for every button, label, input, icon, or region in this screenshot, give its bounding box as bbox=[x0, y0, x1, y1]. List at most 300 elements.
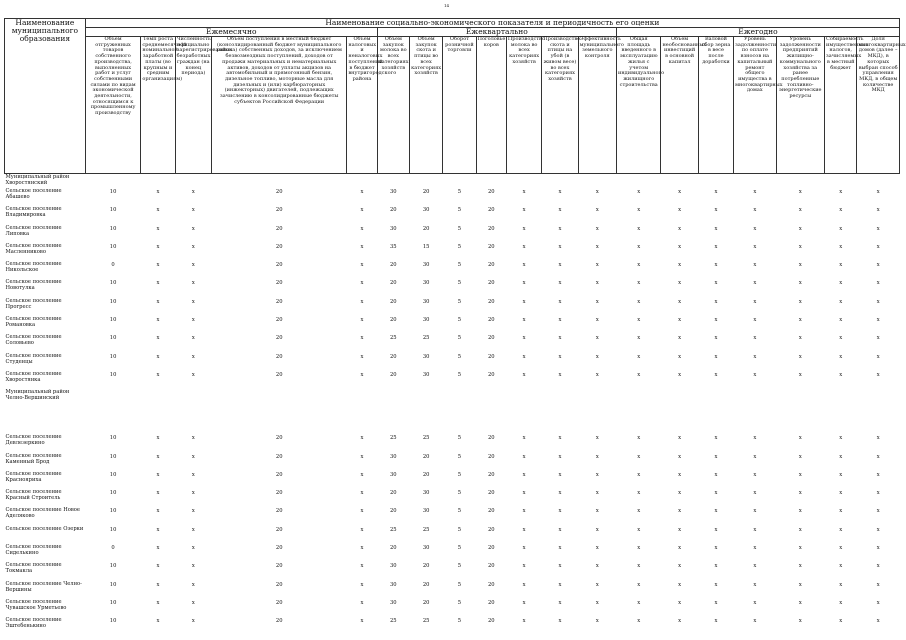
table-cell: x bbox=[714, 262, 718, 269]
table-cell bbox=[542, 389, 578, 434]
table-cell: x bbox=[360, 280, 364, 287]
table-cell: 20 bbox=[487, 490, 495, 497]
settlement-name: Сельское поселение Студенцы bbox=[5, 352, 62, 365]
table-cell: x bbox=[156, 471, 160, 478]
table-cell: x bbox=[714, 471, 718, 478]
table-cell bbox=[506, 174, 541, 189]
table-cell: x bbox=[191, 335, 195, 342]
table-cell: x bbox=[156, 490, 160, 497]
table-cell: 5 bbox=[457, 298, 462, 305]
table-cell bbox=[617, 389, 661, 434]
table-cell: x bbox=[876, 545, 880, 552]
table-cell: 20 bbox=[487, 353, 495, 360]
table-cell: 10 bbox=[109, 189, 117, 195]
table-cell: 10 bbox=[109, 453, 117, 460]
table-cell: x bbox=[876, 225, 880, 232]
table-row bbox=[5, 434, 900, 452]
table-cell: x bbox=[191, 207, 195, 214]
table-cell bbox=[175, 389, 211, 434]
table-cell: x bbox=[360, 599, 364, 606]
settlement-name: Сельское поселение Эштебенькино bbox=[5, 617, 62, 630]
table-cell: x bbox=[558, 189, 562, 195]
table-cell: x bbox=[156, 353, 160, 360]
table-cell: x bbox=[798, 317, 802, 324]
table-cell: x bbox=[558, 353, 562, 360]
table-cell: x bbox=[753, 189, 757, 195]
region-row bbox=[5, 174, 900, 189]
table-cell: 5 bbox=[457, 243, 462, 250]
table-cell: x bbox=[156, 280, 160, 287]
settlement-name: Сельское поселение Озерки bbox=[5, 525, 84, 532]
table-cell: 20 bbox=[275, 526, 283, 533]
table-cell: 20 bbox=[390, 207, 397, 214]
table-cell: 20 bbox=[487, 262, 495, 269]
table-row bbox=[5, 316, 900, 334]
table-cell bbox=[776, 174, 824, 189]
table-cell: x bbox=[156, 526, 160, 533]
table-cell: x bbox=[360, 563, 364, 570]
table-row bbox=[5, 261, 900, 279]
table-cell: x bbox=[191, 545, 195, 552]
settlement-name: Сельское поселение Никольское bbox=[5, 261, 62, 274]
table-cell: x bbox=[876, 371, 880, 378]
table-cell: 20 bbox=[275, 189, 283, 195]
table-cell: x bbox=[637, 545, 641, 552]
table-cell: x bbox=[191, 298, 195, 305]
table-cell: x bbox=[595, 243, 599, 250]
table-cell: x bbox=[678, 243, 682, 250]
table-cell: 10 bbox=[109, 335, 117, 342]
table-cell: x bbox=[156, 453, 160, 460]
table-cell bbox=[617, 174, 661, 189]
table-row bbox=[5, 617, 900, 635]
table-cell: x bbox=[678, 435, 682, 442]
period-quarterly: Ежеквартально bbox=[377, 28, 616, 37]
table-cell: x bbox=[191, 490, 195, 497]
table-cell: 15 bbox=[422, 243, 430, 250]
indicators-table bbox=[4, 18, 906, 636]
table-cell bbox=[857, 174, 900, 189]
table-cell: x bbox=[558, 490, 562, 497]
table-cell: x bbox=[595, 453, 599, 460]
table-cell: x bbox=[798, 371, 802, 378]
table-cell: 10 bbox=[109, 599, 117, 606]
period-monthly: Ежемесячно bbox=[85, 28, 377, 37]
table-cell: 30 bbox=[390, 599, 397, 606]
table-cell: x bbox=[798, 545, 802, 552]
table-cell: 20 bbox=[275, 353, 283, 360]
table-cell bbox=[825, 389, 857, 434]
column-header: Численность официально зарегистрированных безработных граждан (на конец периода) bbox=[175, 37, 211, 174]
table-cell: x bbox=[637, 471, 641, 478]
table-cell: x bbox=[637, 581, 641, 588]
table-cell: 25 bbox=[422, 335, 430, 342]
table-cell: x bbox=[595, 471, 599, 478]
table-cell: x bbox=[753, 317, 757, 324]
table-cell: x bbox=[678, 262, 682, 269]
settlement-name: Сельское поселение Чувашское Урметьево bbox=[5, 598, 67, 611]
table-cell: 30 bbox=[422, 353, 430, 360]
table-cell bbox=[141, 174, 175, 189]
settlement-name: Сельское поселение Токмакла bbox=[5, 562, 62, 575]
table-cell: 30 bbox=[390, 471, 397, 478]
table-cell: x bbox=[637, 599, 641, 606]
table-cell: 20 bbox=[275, 453, 283, 460]
table-cell: x bbox=[637, 317, 641, 324]
table-cell: x bbox=[753, 371, 757, 378]
table-cell bbox=[578, 174, 616, 189]
table-cell: 5 bbox=[457, 599, 462, 606]
table-cell: x bbox=[558, 317, 562, 324]
table-cell bbox=[661, 389, 698, 434]
settlement-name: Сельское поселение Липовка bbox=[5, 224, 62, 237]
mo-header: Наименование муниципального образования bbox=[5, 19, 86, 174]
table-cell: x bbox=[678, 563, 682, 570]
table-row bbox=[5, 279, 900, 297]
table-cell: 20 bbox=[275, 317, 283, 324]
settlement-name: Сельское поселение Новотулка bbox=[5, 279, 62, 292]
table-cell: 10 bbox=[109, 490, 117, 497]
settlement-name: Сельское поселение Девлезеркино bbox=[5, 434, 62, 447]
table-cell: x bbox=[191, 262, 195, 269]
settlement-name: Сельское поселение Масленниково bbox=[5, 242, 62, 255]
table-cell: x bbox=[360, 189, 364, 195]
table-cell: 20 bbox=[487, 280, 495, 287]
table-cell: 5 bbox=[457, 225, 462, 232]
table-cell: x bbox=[714, 618, 718, 625]
table-cell: 5 bbox=[457, 581, 462, 588]
table-cell: x bbox=[637, 189, 641, 195]
table-cell: x bbox=[522, 298, 526, 305]
table-cell bbox=[776, 389, 824, 434]
table-cell: x bbox=[678, 207, 682, 214]
table-cell: x bbox=[753, 508, 757, 515]
table-cell: x bbox=[839, 298, 843, 305]
table-cell: x bbox=[191, 435, 195, 442]
table-cell: 10 bbox=[109, 508, 117, 515]
table-cell: x bbox=[798, 225, 802, 232]
table-cell: 0 bbox=[111, 545, 115, 552]
settlement-name: Сельское поселение Хворостянка bbox=[5, 370, 62, 383]
table-cell: 20 bbox=[487, 225, 495, 232]
table-cell: x bbox=[678, 581, 682, 588]
table-row bbox=[5, 581, 900, 599]
table-cell bbox=[85, 389, 141, 434]
column-header: Объем отгруженных товаров собственного производства, выполненных работ и услуг собственными силами по видам экономической деятельности, относящимся к промышленному производству bbox=[85, 37, 141, 174]
table-row bbox=[5, 489, 900, 507]
table-cell: x bbox=[714, 207, 718, 214]
table-cell: 20 bbox=[422, 471, 430, 478]
table-cell: x bbox=[714, 453, 718, 460]
table-row bbox=[5, 471, 900, 489]
table-cell: x bbox=[637, 353, 641, 360]
table-cell: 10 bbox=[109, 225, 117, 232]
table-cell: x bbox=[637, 207, 641, 214]
table-cell: x bbox=[714, 371, 718, 378]
column-header: Уровень задолженности предприятий жилищно-коммунального хозяйства за ранее потребленные топливно-энергетические ресурсы bbox=[776, 37, 824, 174]
table-cell: x bbox=[558, 508, 562, 515]
table-cell: x bbox=[876, 599, 880, 606]
table-cell: x bbox=[522, 435, 526, 442]
table-cell: x bbox=[156, 298, 160, 305]
table-cell: x bbox=[876, 581, 880, 588]
table-cell: x bbox=[753, 490, 757, 497]
table-cell: 20 bbox=[487, 471, 495, 478]
table-cell: x bbox=[714, 317, 718, 324]
column-header: Общая площадь введенного в эксплуатацию жилья с учетом индивидуального жилищного строительства bbox=[617, 37, 661, 174]
table-cell: 20 bbox=[422, 453, 430, 460]
table-cell: 20 bbox=[487, 189, 495, 195]
table-cell: x bbox=[360, 243, 364, 250]
table-cell: x bbox=[678, 353, 682, 360]
table-cell bbox=[578, 389, 616, 434]
table-cell: x bbox=[191, 599, 195, 606]
table-cell bbox=[698, 174, 733, 189]
table-row bbox=[5, 353, 900, 371]
table-cell: x bbox=[678, 526, 682, 533]
table-cell: x bbox=[595, 435, 599, 442]
table-cell: 20 bbox=[487, 508, 495, 515]
table-cell: x bbox=[876, 298, 880, 305]
table-cell: x bbox=[360, 298, 364, 305]
table-row bbox=[5, 599, 900, 617]
table-cell: 20 bbox=[275, 371, 283, 378]
region-name: Муниципальный район Челно-Вершинский bbox=[5, 389, 70, 402]
table-cell: 20 bbox=[275, 545, 283, 552]
table-cell: x bbox=[595, 207, 599, 214]
table-cell: x bbox=[595, 618, 599, 625]
table-cell: 10 bbox=[109, 371, 117, 378]
table-cell: x bbox=[360, 207, 364, 214]
settlement-name: Сельское поселение Романовка bbox=[5, 316, 62, 329]
table-cell: x bbox=[637, 335, 641, 342]
table-cell: 20 bbox=[487, 526, 495, 533]
column-header: Оборот розничной торговли bbox=[443, 37, 476, 174]
table-cell bbox=[212, 389, 347, 434]
table-cell bbox=[542, 174, 578, 189]
table-cell: x bbox=[839, 189, 843, 195]
table-cell bbox=[141, 389, 175, 434]
table-cell: x bbox=[522, 225, 526, 232]
table-cell: 30 bbox=[390, 581, 397, 588]
table-cell: x bbox=[714, 353, 718, 360]
table-cell: x bbox=[156, 207, 160, 214]
table-cell: x bbox=[595, 581, 599, 588]
table-cell: 10 bbox=[109, 581, 117, 588]
column-header: Эффективность муниципального земельного контроля bbox=[578, 37, 616, 174]
table-cell: x bbox=[191, 225, 195, 232]
region-name: Муниципальный район Хворостянский bbox=[5, 174, 70, 186]
table-cell: x bbox=[595, 298, 599, 305]
table-cell: 20 bbox=[390, 371, 397, 378]
table-cell: x bbox=[714, 563, 718, 570]
settlement-name: Сельское поселение Каменный Брод bbox=[5, 452, 62, 465]
table-cell: 10 bbox=[109, 563, 117, 570]
table-cell: 5 bbox=[457, 262, 462, 269]
column-header: Производство скота и птицы на убой (в живом весе) во всех категориях хозяйств bbox=[542, 37, 578, 174]
table-cell: x bbox=[876, 618, 880, 625]
table-cell: x bbox=[753, 280, 757, 287]
table-cell: 5 bbox=[457, 207, 462, 214]
table-cell: 20 bbox=[390, 508, 397, 515]
table-cell: x bbox=[156, 371, 160, 378]
table-cell: x bbox=[753, 225, 757, 232]
table-cell: 25 bbox=[422, 435, 430, 442]
table-cell: x bbox=[360, 545, 364, 552]
table-cell: x bbox=[558, 243, 562, 250]
table-cell: 10 bbox=[109, 435, 117, 442]
table-cell: 20 bbox=[275, 298, 283, 305]
table-cell: x bbox=[595, 280, 599, 287]
table-cell bbox=[825, 174, 857, 189]
table-cell: x bbox=[558, 225, 562, 232]
table-cell: x bbox=[839, 435, 843, 442]
table-cell: x bbox=[839, 563, 843, 570]
table-cell: x bbox=[360, 225, 364, 232]
table-cell: x bbox=[156, 581, 160, 588]
table-cell: x bbox=[191, 508, 195, 515]
table-cell: x bbox=[714, 490, 718, 497]
table-cell: 30 bbox=[422, 545, 430, 552]
table-cell bbox=[476, 174, 506, 189]
table-cell: 20 bbox=[275, 262, 283, 269]
table-cell: 20 bbox=[487, 317, 495, 324]
table-cell: x bbox=[360, 353, 364, 360]
table-cell: x bbox=[798, 563, 802, 570]
table-cell: x bbox=[678, 371, 682, 378]
table-row bbox=[5, 544, 900, 562]
table-cell: x bbox=[558, 618, 562, 625]
table-cell: x bbox=[595, 371, 599, 378]
table-cell: 20 bbox=[487, 545, 495, 552]
table-cell: 35 bbox=[390, 243, 397, 250]
table-cell: x bbox=[156, 243, 160, 250]
column-header: Темп роста среднемесячной номинальной заработной платы (во крупным и средним организациям) bbox=[141, 37, 175, 174]
table-cell: 5 bbox=[457, 371, 462, 378]
table-cell bbox=[377, 389, 409, 434]
table-row bbox=[5, 453, 900, 471]
table-cell: x bbox=[678, 225, 682, 232]
table-cell: x bbox=[714, 508, 718, 515]
table-cell: 20 bbox=[487, 453, 495, 460]
table-cell: x bbox=[753, 471, 757, 478]
table-cell bbox=[661, 174, 698, 189]
table-row bbox=[5, 206, 900, 224]
table-cell: 5 bbox=[457, 353, 462, 360]
table-cell: x bbox=[839, 471, 843, 478]
table-cell: x bbox=[876, 435, 880, 442]
table-cell: 25 bbox=[390, 335, 397, 342]
table-cell: x bbox=[637, 243, 641, 250]
table-cell: x bbox=[360, 490, 364, 497]
table-cell: 10 bbox=[109, 526, 117, 533]
table-cell: x bbox=[714, 545, 718, 552]
table-row bbox=[5, 298, 900, 316]
table-cell: x bbox=[360, 581, 364, 588]
table-cell: 30 bbox=[390, 563, 397, 570]
settlement-name: Сельское поселение Сиделькино bbox=[5, 544, 62, 557]
table-row bbox=[5, 188, 900, 206]
table-cell: 20 bbox=[487, 371, 495, 378]
table-cell: 10 bbox=[109, 353, 117, 360]
table-cell: x bbox=[839, 207, 843, 214]
table-cell: 20 bbox=[390, 317, 397, 324]
table-cell: x bbox=[558, 262, 562, 269]
table-cell: x bbox=[558, 563, 562, 570]
table-cell: x bbox=[876, 471, 880, 478]
table-cell: x bbox=[360, 453, 364, 460]
table-cell: x bbox=[191, 618, 195, 625]
table-cell: x bbox=[753, 435, 757, 442]
table-cell: 20 bbox=[390, 262, 397, 269]
table-cell: 10 bbox=[109, 618, 117, 625]
table-cell: x bbox=[876, 317, 880, 324]
table-cell: x bbox=[876, 508, 880, 515]
table-cell: x bbox=[522, 526, 526, 533]
table-cell: 30 bbox=[422, 280, 430, 287]
table-cell: x bbox=[678, 490, 682, 497]
table-row bbox=[5, 562, 900, 580]
table-cell: x bbox=[156, 599, 160, 606]
table-cell: 20 bbox=[487, 581, 495, 588]
table-cell: 10 bbox=[109, 317, 117, 324]
table-cell: 5 bbox=[457, 563, 462, 570]
table-cell: x bbox=[595, 599, 599, 606]
table-cell: x bbox=[839, 508, 843, 515]
table-cell: x bbox=[595, 508, 599, 515]
column-header: Доля многоквартирных домов (далее – МКД), в которых выбран способ управления МКД, в общем количестве МКД bbox=[857, 37, 900, 174]
table-cell: x bbox=[637, 262, 641, 269]
table-cell: 5 bbox=[457, 618, 462, 625]
column-header: Собираемость имущественных налогов, зачисляемых в местный бюджет bbox=[825, 37, 857, 174]
table-cell: 20 bbox=[487, 207, 495, 214]
table-cell: x bbox=[876, 243, 880, 250]
table-cell: x bbox=[360, 471, 364, 478]
table-cell: x bbox=[191, 526, 195, 533]
table-cell: x bbox=[156, 262, 160, 269]
table-cell: x bbox=[714, 189, 718, 195]
table-cell: 20 bbox=[275, 618, 283, 625]
table-cell: x bbox=[360, 618, 364, 625]
table-cell: x bbox=[156, 335, 160, 342]
table-cell: x bbox=[839, 371, 843, 378]
table-cell: 20 bbox=[390, 353, 397, 360]
table-cell bbox=[377, 174, 409, 189]
table-cell: x bbox=[753, 243, 757, 250]
table-cell: x bbox=[595, 545, 599, 552]
settlement-name: Сельское поселение Челно-Вершины bbox=[5, 580, 82, 593]
table-cell bbox=[476, 389, 506, 434]
table-cell: 20 bbox=[275, 599, 283, 606]
table-cell: x bbox=[360, 335, 364, 342]
table-cell: x bbox=[595, 526, 599, 533]
table-cell: 5 bbox=[457, 335, 462, 342]
column-header: Уровень задолженности по оплате взносов на капитальный ремонт общего имущества в многоквартирных домах bbox=[734, 37, 776, 174]
table-cell: x bbox=[839, 599, 843, 606]
table-cell: 30 bbox=[390, 189, 397, 195]
table-cell: x bbox=[637, 371, 641, 378]
table-row bbox=[5, 225, 900, 243]
settlement-name: Сельское поселение Красный Строитель bbox=[5, 489, 62, 502]
table-cell: x bbox=[156, 618, 160, 625]
table-cell: x bbox=[522, 618, 526, 625]
table-cell: 30 bbox=[390, 453, 397, 460]
table-cell: x bbox=[595, 563, 599, 570]
table-cell: x bbox=[522, 453, 526, 460]
column-header: Поголовье коров bbox=[476, 37, 506, 174]
table-cell: x bbox=[156, 435, 160, 442]
table-cell: x bbox=[522, 262, 526, 269]
